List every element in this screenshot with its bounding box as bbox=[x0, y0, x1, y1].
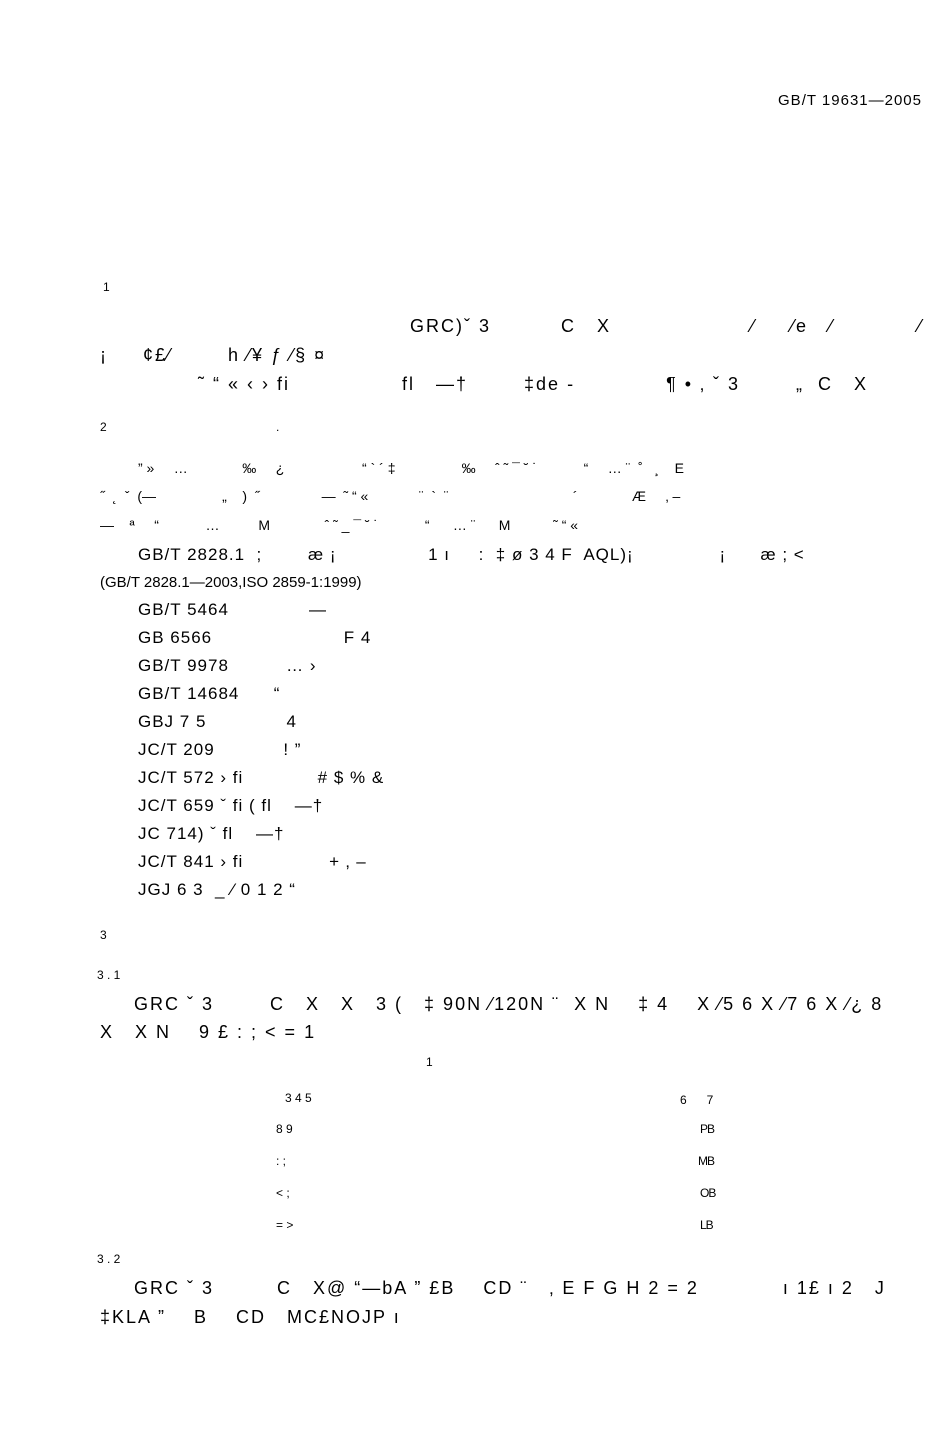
section-3-1-line-1: GRC ˇ 3 C X X 3 ( ‡ 90N ⁄120N ¨ X N ‡ 4 X ⁄5 6 X ⁄7 6 X ⁄¿ 8 bbox=[134, 994, 884, 1014]
section-2-line-2: ˝ ˛ ˇ (— „ ) ˝ — ˜ “ « ¨ ` ¨ ´ Æ ‚ – bbox=[100, 488, 681, 504]
section-1-line-3: ˜ “ « ‹ › fi fl —† ‡de - ¶ • ‚ ˇ 3 „ C X bbox=[198, 374, 869, 394]
section-1-line-2: ¡ ¢£⁄ h ⁄¥ ƒ ⁄§ ¤ bbox=[100, 345, 327, 365]
table-header-left: 3 4 5 bbox=[285, 1091, 312, 1105]
reference-item: GB/T 9978 … › bbox=[138, 656, 317, 675]
reference-item: JC 714) ˇ fl —† bbox=[138, 824, 285, 843]
reference-item: JC/T 841 › fi + ‚ – bbox=[138, 852, 367, 871]
section-3-2-line-2: ‡KLA ” B CD MC£NOJP ı bbox=[100, 1307, 401, 1327]
table-header-right: 6 7 bbox=[680, 1093, 714, 1107]
section-1-line-1: GRC)ˇ 3 C X ⁄ ⁄e ⁄ ⁄ bbox=[410, 316, 924, 336]
page-header-code: GB/T 19631—2005 bbox=[778, 92, 922, 109]
reference-item: JGJ 6 3 _ ⁄ 0 1 2 “ bbox=[138, 880, 296, 899]
table-cell-left: = > bbox=[276, 1218, 294, 1232]
reference-item: GB 6566 F 4 bbox=[138, 628, 372, 647]
section-3-2-number: 3 . 2 bbox=[97, 1252, 121, 1266]
reference-item: JC/T 572 › fi # $ % & bbox=[138, 768, 385, 787]
table-cell-right: LB bbox=[700, 1218, 713, 1232]
reference-item: GB/T 5464 — bbox=[138, 600, 328, 619]
table-caption: 1 bbox=[426, 1055, 433, 1069]
table-cell-left: : ; bbox=[276, 1154, 287, 1168]
table-cell-left: 8 9 bbox=[276, 1122, 293, 1136]
section-2-number: 2 bbox=[100, 420, 107, 434]
reference-item: GB/T 14684 “ bbox=[138, 684, 281, 703]
section-2-dot: . bbox=[276, 420, 280, 434]
reference-item: JC/T 209 ! ” bbox=[138, 740, 302, 759]
section-2-line-1: ” » … ‰ ¿ “ ` ´ ‡ ‰ ˆ ˜ ¯ ˘ ˙ “ … ¨ ˚ ¸ E bbox=[138, 460, 684, 476]
section-3-1-line-2: X X N 9 £ : ; < = 1 bbox=[100, 1022, 317, 1042]
table-cell-right: OB bbox=[700, 1186, 716, 1200]
section-3-1-number: 3 . 1 bbox=[97, 968, 121, 982]
reference-item: GB/T 2828.1 ; æ ¡ 1 ı : ‡ ø 3 4 F AQL)¡ ¡ æ ; < bbox=[138, 545, 805, 564]
reference-item: JC/T 659 ˇ fi ( fl —† bbox=[138, 796, 324, 815]
reference-item: (GB/T 2828.1—2003,ISO 2859-1:1999) bbox=[100, 574, 362, 591]
section-3-number: 3 bbox=[100, 928, 107, 942]
table-cell-left: < ; bbox=[276, 1186, 290, 1200]
table-cell-right: PB bbox=[700, 1122, 715, 1136]
section-2-line-3: — ª “ … M ˆ ˜ _ ¯ ˘ ˙ “ … ¨ M ˜ “ « bbox=[100, 517, 579, 533]
section-3-2-line-1: GRC ˇ 3 C X@ “—bA ” £B CD ¨ ‚ E F G H 2 = 2 ı 1£ ı 2 J bbox=[134, 1278, 886, 1298]
table-cell-right: MB bbox=[698, 1154, 714, 1168]
reference-item: GBJ 7 5 4 bbox=[138, 712, 297, 731]
section-1-number: 1 bbox=[103, 280, 110, 294]
